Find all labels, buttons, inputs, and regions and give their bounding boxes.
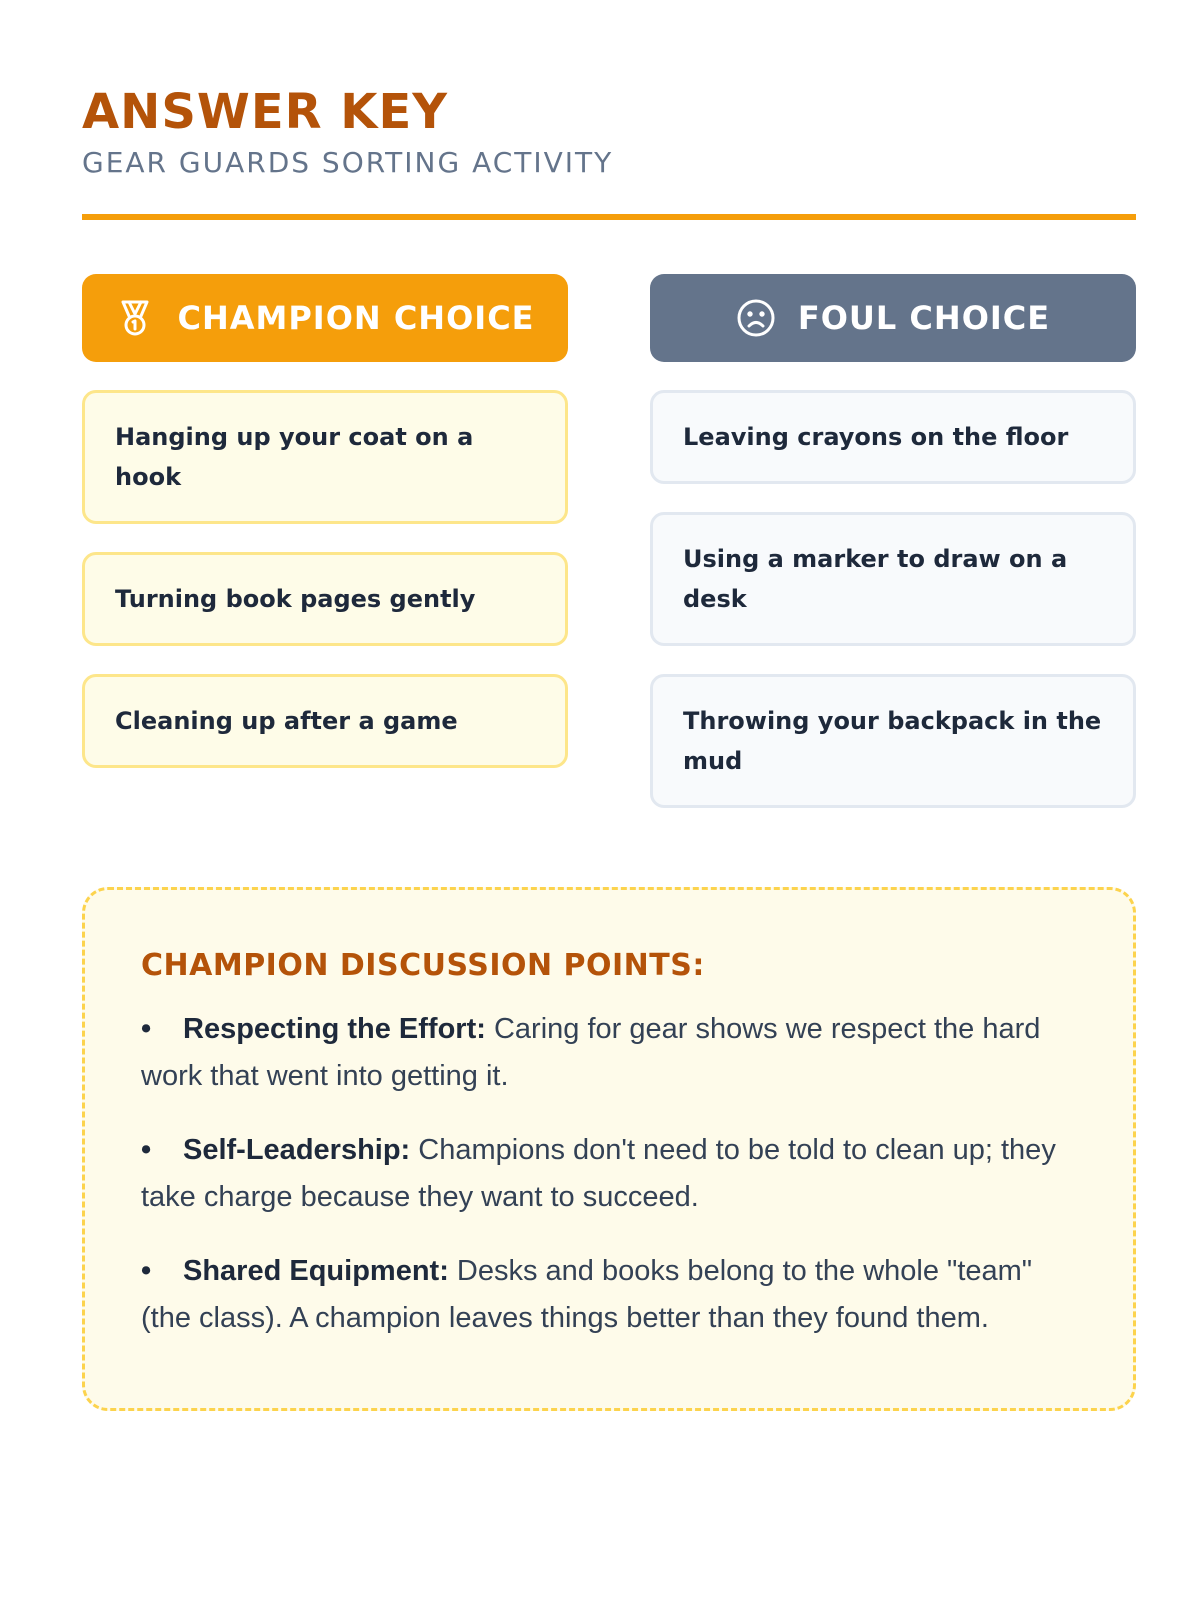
frown-face-icon: [736, 298, 776, 338]
foul-column-label: FOUL CHOICE: [797, 299, 1051, 337]
bullet: •: [141, 1134, 152, 1166]
page-subtitle: GEAR GUARDS SORTING ACTIVITY: [82, 146, 614, 179]
champion-column-label: CHAMPION CHOICE: [177, 299, 535, 337]
answer-key-page: [82, 84, 1136, 808]
discussion-point: [141, 1006, 1077, 1100]
medal-icon: [115, 298, 155, 338]
champion-column: [82, 274, 568, 808]
discussion-box: [82, 887, 1136, 1411]
foul-column-header: [650, 274, 1136, 362]
champion-card: Cleaning up after a game: [82, 674, 568, 768]
discussion-point: [141, 1127, 1077, 1221]
sorting-columns: [82, 274, 1136, 808]
discussion-point-term: Respecting the Effort:: [183, 1013, 486, 1045]
foul-card: Throwing your backpack in the mud: [650, 674, 1136, 808]
champion-column-header: [82, 274, 568, 362]
bullet: •: [141, 1013, 152, 1045]
discussion-point: [141, 1248, 1077, 1342]
champion-card: Turning book pages gently: [82, 552, 568, 646]
foul-column: [650, 274, 1136, 808]
foul-card: Leaving crayons on the floor: [650, 390, 1136, 484]
bullet: •: [141, 1255, 152, 1287]
discussion-point-term: Shared Equipment:: [183, 1255, 449, 1287]
discussion-points-list: [141, 1006, 1077, 1342]
champion-card: Hanging up your coat on a hook: [82, 390, 568, 524]
discussion-point-text: Caring for gear shows we respect the hard work that went into getting it.: [141, 1013, 1041, 1092]
discussion-point-term: Self-Leadership:: [183, 1134, 411, 1166]
page-title: ANSWER KEY: [82, 84, 449, 140]
discussion-point-text: Champions don't need to be told to clean up; they take charge because they want to succeed.: [141, 1134, 1056, 1213]
discussion-point-text: Desks and books belong to the whole "team" (the class). A champion leaves things better than they found them.: [141, 1255, 1033, 1334]
discussion-title: CHAMPION DISCUSSION POINTS:: [141, 948, 705, 983]
header-divider: [82, 214, 1136, 220]
foul-card: Using a marker to draw on a desk: [650, 512, 1136, 646]
